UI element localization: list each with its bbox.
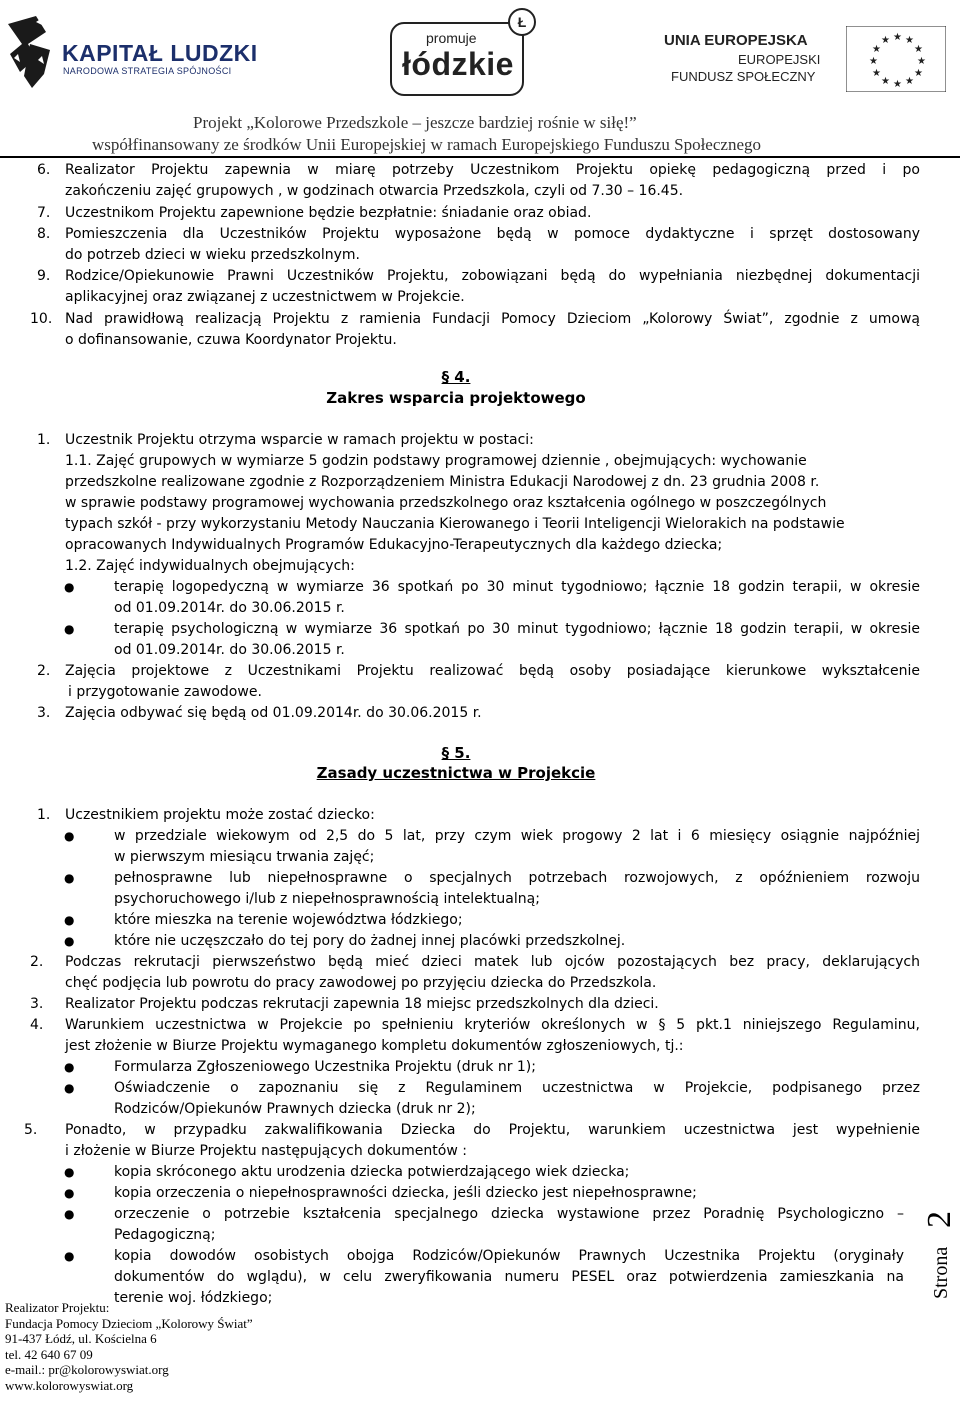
bullet-line: w pierwszym miesiącu trwania zajęć;	[114, 849, 375, 865]
bullet-dot-icon: ●	[64, 829, 75, 843]
item-line: do potrzeb dzieci w wieku przedszkolnym.	[65, 247, 360, 263]
item-line: aplikacyjnej oraz związanej z uczestnictwem w Projekcie.	[65, 289, 465, 305]
paragraph-line: opracowanych Indywidualnych Programów Edukacyjno-Terapeutycznych dla każdego dziecka;	[65, 537, 723, 553]
bullet-line: terenie woj. łódzkiego;	[114, 1290, 273, 1306]
svg-text:★: ★	[905, 76, 914, 87]
item-line: Podczas rekrutacji pierwszeństwo będą mieć dzieci matek lub ojców pozostających bez pracy, deklarujących	[65, 954, 920, 970]
bullet-dot-icon: ●	[64, 1249, 75, 1263]
item-number: 1.	[37, 432, 51, 448]
paragraph-line: w sprawie podstawy programowej wychowania przedszkolnego oraz kształcenia ogólnego w poszczególnych	[65, 495, 827, 511]
svg-text:★: ★	[914, 68, 923, 79]
item-number: 9.	[37, 268, 51, 284]
bullet-line: kopia orzeczenia o niepełnosprawności dziecka, jeśli dziecko jest niepełnosprawne;	[114, 1185, 697, 1201]
bullet-line: w przedziale wiekowym od 2,5 do 5 lat, przy czym wiek progowy 2 lat i 6 miesięcy osiągnie najpóźniej	[114, 828, 920, 844]
svg-text:★: ★	[869, 56, 878, 67]
bullet-line: psychoruchowego i/lub z niepełnosprawnością intelektualną;	[114, 891, 540, 907]
footer-line: www.kolorowyswiat.org	[5, 1377, 134, 1393]
bullet-line: pełnosprawne lub niepełnosprawne o specjalnych potrzebach rozwojowych, z opóźnieniem rozwoju	[114, 870, 920, 886]
item-number: 5.	[24, 1122, 38, 1138]
footer-contact	[5, 1300, 253, 1394]
item-line: Nad prawidłową realizacją Projektu z ramienia Fundacji Pomocy Dzieciom „Kolorowy Świat”, zgodnie z umową	[65, 311, 920, 327]
footer-line: Fundacja Pomocy Dzieciom „Kolorowy Świat”	[5, 1315, 253, 1331]
svg-text:★: ★	[872, 44, 881, 55]
eu-title: UNIA EUROPEJSKA	[664, 32, 808, 49]
item-number: 4.	[30, 1017, 44, 1033]
bullet-dot-icon: ●	[64, 1165, 75, 1179]
item-line: Ponadto, w przypadku zakwalifikowania Dziecka do Projektu, warunkiem uczestnictwa jest wypełnienie	[65, 1122, 920, 1138]
bullet-line: orzeczenie o potrzebie kształcenia specjalnego dziecka wystawione przez Poradnię Psychologiczno –	[114, 1206, 904, 1222]
page-marker-number: 2	[921, 1211, 958, 1228]
section-4-title: Zakres wsparcia projektowego	[326, 389, 586, 407]
lodz-boat-icon: Ł	[508, 8, 536, 36]
item-number: 10.	[30, 311, 53, 327]
item-line: chęć podjęcia lub powrotu do pracy zawodowej po przyjęciu dziecka do Przedszkola.	[65, 975, 657, 991]
paragraph-line: 1.2. Zajęć indywidualnych obejmujących:	[65, 558, 355, 574]
item-line: i złożenie w Biurze Projektu następujących dokumentów :	[65, 1143, 467, 1159]
kapital-ludzki-subtitle: NARODOWA STRATEGIA SPÓJNOŚCI	[63, 66, 232, 76]
bullet-dot-icon: ●	[64, 1081, 75, 1095]
bullet-line: Rodziców/Opiekunów Prawnych dziecka (druk nr 2);	[114, 1101, 476, 1117]
bullet-dot-icon: ●	[64, 871, 75, 885]
svg-text:★: ★	[872, 68, 881, 79]
bullet-line: od 01.09.2014r. do 30.06.2015 r.	[114, 600, 345, 616]
eu-flag-icon	[846, 26, 946, 92]
item-line: Rodzice/Opiekunowie Prawni Uczestników Projektu, zobowiązani będą do wypełniania niezbędnej dokumentacji	[65, 268, 920, 284]
item-line: Uczestnikiem projektu może zostać dziecko:	[65, 807, 375, 823]
bullet-dot-icon: ●	[64, 1207, 75, 1221]
project-cofinancing: współfinansowany ze środków Unii Europejskiej w ramach Europejskiego Funduszu Społecznego	[92, 135, 761, 154]
promuje-text: promuje	[426, 30, 477, 46]
item-line: Zajęcia odbywać się będą od 01.09.2014r. do 30.06.2015 r.	[65, 705, 482, 721]
item-line: Uczestnik Projektu otrzyma wsparcie w ramach projektu w postaci:	[65, 432, 534, 448]
svg-text:★: ★	[893, 32, 902, 43]
item-line: jest złożenie w Biurze Projektu wymaganego kompletu dokumentów zgłoszeniowych, tj.:	[65, 1038, 684, 1054]
item-line: Realizator Projektu podczas rekrutacji zapewnia 18 miejsc przedszkolnych dla dzieci.	[65, 996, 659, 1012]
footer-line: Realizator Projektu:	[5, 1300, 110, 1315]
page-marker	[912, 1205, 958, 1305]
bullet-line: terapię logopedyczną w wymiarze 36 spotkań po 30 minut tygodniowo; łącznie 18 godzin terapii, w okresie	[114, 579, 920, 595]
item-number: 8.	[37, 226, 51, 242]
section-4-number: § 4.	[441, 368, 471, 386]
bullet-line: Pedagogiczną;	[114, 1227, 216, 1243]
svg-text:★: ★	[881, 35, 890, 46]
eu-logo	[664, 26, 954, 96]
paragraph-line: przedszkolne realizowane zgodnie z Rozporządzeniem Ministra Edukacji Narodowej z dn. 23 grudnia 2008 r.	[65, 474, 820, 490]
svg-text:★: ★	[914, 44, 923, 55]
item-line: Zajęcia projektowe z Uczestnikami Projektu realizować będą osoby posiadające kierunkowe wykształcenie	[65, 663, 920, 679]
footer-line: tel. 42 640 67 09	[5, 1346, 93, 1362]
svg-text:★: ★	[905, 35, 914, 46]
bullet-dot-icon: ●	[64, 934, 75, 948]
item-line: Uczestnikom Projektu zapewnione będzie bezpłatnie: śniadanie oraz obiad.	[65, 205, 592, 221]
bullet-line: terapię psychologiczną w wymiarze 36 spotkań po 30 minut tygodniowo; łącznie 18 godzin terapii, w okresie	[114, 621, 920, 637]
section-5-number: § 5.	[441, 744, 471, 762]
header-divider	[0, 156, 960, 158]
bullet-dot-icon: ●	[64, 913, 75, 927]
svg-text:★: ★	[893, 79, 902, 90]
bullet-line: które nie uczęszczało do tej pory do żadnej innej placówki przedszkolnej.	[114, 933, 626, 949]
item-number: 2.	[37, 663, 51, 679]
lodzkie-text: łódzkie	[402, 46, 514, 82]
item-number: 3.	[30, 996, 44, 1012]
bullet-line: kopia skróconego aktu urodzenia dziecka potwierdzającego wiek dziecka;	[114, 1164, 630, 1180]
bullet-line: dokumentów do wglądu), w celu zweryfikowania numeru PESEL oraz potwierdzenia zamieszkania na	[114, 1269, 904, 1285]
item-line: o dofinansowanie, czuwa Koordynator Projektu.	[65, 332, 397, 348]
paragraph-line: typach szkół - przy wykorzystaniu Metody Nauczania Kierowanego i Teorii Inteligencji Wielorakich na podstawie	[65, 516, 845, 532]
paragraph-line: 1.1. Zajęć grupowych w wymiarze 5 godzin podstawy programowej dziennie , obejmujących: wychowanie	[65, 453, 807, 469]
item-line: i przygotowanie zawodowe.	[68, 684, 262, 700]
item-number: 1.	[37, 807, 51, 823]
bullet-line: Oświadczenie o zapoznaniu się z Regulaminem uczestnictwa w Projekcie, podpisanego przez	[114, 1080, 920, 1096]
bullet-dot-icon: ●	[64, 622, 75, 636]
eu-fund-line1: EUROPEJSKI	[738, 52, 821, 67]
item-line: Realizator Projektu zapewnia w miarę potrzeby Uczestnikom Projektu opiekę pedagogiczną przed i po	[65, 162, 920, 178]
eu-fund-line2: FUNDUSZ SPOŁECZNY	[671, 69, 816, 84]
project-title: Projekt „Kolorowe Przedszkole – jeszcze bardziej rośnie w siłę!”	[193, 113, 637, 132]
bullet-dot-icon: ●	[64, 1060, 75, 1074]
svg-text:★: ★	[881, 76, 890, 87]
bullet-line: kopia dowodów osobistych obojga Rodziców/Opiekunów Prawnych Uczestnika Projektu (oryginały	[114, 1248, 904, 1264]
item-number: 3.	[37, 705, 51, 721]
item-number: 6.	[37, 162, 51, 178]
bullet-dot-icon: ●	[64, 1186, 75, 1200]
bullet-line: Formularza Zgłoszeniowego Uczestnika Projektu (druk nr 1);	[114, 1059, 536, 1075]
kapital-ludzki-emblem-icon	[6, 14, 54, 90]
item-number: 2.	[30, 954, 44, 970]
page-marker-word: Strona	[930, 1246, 952, 1299]
bullet-line: które mieszka na terenie województwa łódzkiego;	[114, 912, 463, 928]
header-logos	[0, 4, 960, 104]
svg-text:★: ★	[917, 56, 926, 67]
item-line: Pomieszczenia dla Uczestników Projektu wyposażone będą w pomoce dydaktyczne i sprzęt dostosowany	[65, 226, 920, 242]
kapital-ludzki-logo	[6, 10, 256, 100]
footer-line: 91-437 Łódź, ul. Kościelna 6	[5, 1331, 157, 1347]
item-line: Warunkiem uczestnictwa w Projekcie po spełnieniu kryteriów określonych w § 5 pkt.1 niniejszego Regulaminu,	[65, 1017, 920, 1033]
item-number: 7.	[37, 205, 51, 221]
bullet-line: od 01.09.2014r. do 30.06.2015 r.	[114, 642, 345, 658]
item-line: zakończeniu zajęć grupowych , w godzinach otwarcia Przedszkola, czyli od 7.30 – 16.45.	[65, 183, 684, 199]
kapital-ludzki-title: KAPITAŁ LUDZKI	[62, 40, 258, 66]
footer-line: e-mail.: pr@kolorowyswiat.org	[5, 1362, 169, 1378]
promuje-lodzkie-logo	[370, 4, 540, 100]
section-5-title: Zasady uczestnictwa w Projekcie	[316, 764, 596, 782]
bullet-dot-icon: ●	[64, 580, 75, 594]
